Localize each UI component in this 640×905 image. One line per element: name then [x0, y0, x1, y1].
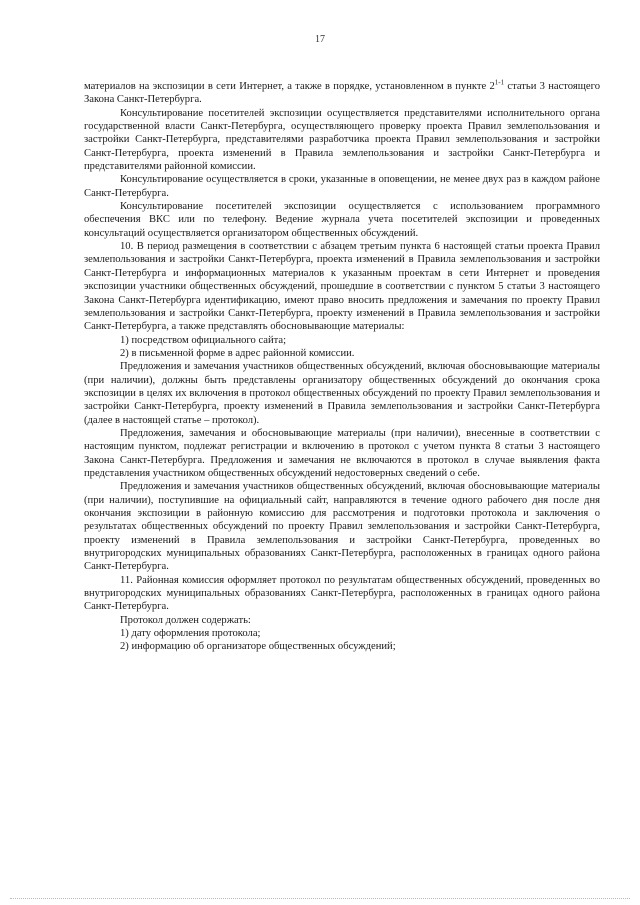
page-number: 17: [315, 34, 325, 45]
paragraph-text: статьи 3 настоящего Закона Санкт-Петербурга.: [84, 81, 601, 106]
paragraph: Предложения, замечания и обосновывающие материалы (при наличии), внесенные в соответствии с настоящим пунктом, подлежат регистрации и включению в протокол с учетом пункта 8 статьи 3 настоящего Закона Санкт-Петербурга. Предложения и замечания не включаются в протокол в случае выявления факта представления участником общественных обсуждений недостоверных сведений о себе.: [84, 427, 600, 479]
list-item: 2) информацию об организаторе общественных обсуждений;: [120, 641, 396, 653]
paragraph-text: материалов на экспозиции в сети Интернет, а также в порядке, установленном в пункте 2: [84, 81, 495, 92]
paragraph: Предложения и замечания участников общественных обсуждений, включая обосновывающие материалы (при наличии), должны быть представлены организатору общественных обсуждений до окончания срока экспозиции в целях их включения в протокол общественных обсуждений по проекту Правил землепользования и застройки Санкт-Петербурга, проекту изменений в Правила землепользования и застройки Санкт-Петербурга (далее в настоящей статье – протокол).: [84, 361, 600, 426]
superscript: 1-1: [494, 78, 505, 87]
paragraph: Консультирование осуществляется в сроки, указанные в оповещении, не менее двух раз в каждом районе Санкт-Петербурга.: [84, 174, 600, 199]
document-body: [84, 80, 600, 654]
paragraph: Консультирование посетителей экспозиции осуществляется с использованием программного обеспечения ВКС или по телефону. Ведение журнала учета посетителей экспозиции и проведенных консультаций осуществляется организатором общественных обсуждений.: [84, 201, 600, 239]
list-item: 2) в письменной форме в адрес районной комиссии.: [120, 347, 355, 359]
list-item: 1) дату оформления протокола;: [120, 628, 261, 640]
paragraph: 10. В период размещения в соответствии с абзацем третьим пункта 6 настоящей статьи проекта Правил землепользования и застройки Санкт-Петербурга, проекта изменений в Правила землепользования и застройки Санкт-Петербурга и информационных материалов к указанным проектам в сети Интернет и проведения экспозиции участники общественных обсуждений, прошедшие в соответствии с пунктом 5 статьи 3 настоящего Закона Санкт-Петербурга идентификацию, имеют право вносить предложения и замечания по проекту Правил землепользования и застройки Санкт-Петербурга, проекту изменений в Правила землепользования и застройки Санкт-Петербурга, а также представлять обосновывающие материалы:: [84, 241, 600, 333]
list-item: 1) посредством официального сайта;: [120, 334, 287, 346]
paragraph: Консультирование посетителей экспозиции осуществляется представителями исполнительного органа государственной власти Санкт-Петербурга, осуществляющего проверку проекта Правил землепользования и застройки Санкт-Петербурга, представителями разработчика проекта Правил землепользования и застройки Санкт-Петербурга, проекта изменений в Правила землепользования и застройки Санкт-Петербурга и представителями районной комиссии.: [84, 107, 600, 173]
paragraph: Предложения и замечания участников общественных обсуждений, включая обосновывающие материалы (при наличии), поступившие на официальный сайт, направляются в течение одного рабочего дня после дня окончания экспозиции в районную комиссию для рассмотрения и подготовки протокола и заключения о результатах общественных обсуждений по проекту Правил землепользования и застройки Санкт-Петербурга, проекту изменений в Правила землепользования и застройки Санкт-Петербурга, проведенных во внутригородских муниципальных образованиях Санкт-Петербурга, расположенных в границах одного района Санкт-Петербурга.: [84, 481, 600, 573]
paragraph: Протокол должен содержать:: [120, 614, 251, 626]
scan-edge-divider: [10, 898, 630, 899]
paragraph: 11. Районная комиссия оформляет протокол по результатам общественных обсуждений, проведенных во внутригородских муниципальных образованиях Санкт-Петербурга, расположенных в границах одного района Санкт-Петербурга.: [84, 574, 600, 613]
paragraph: [84, 80, 600, 107]
